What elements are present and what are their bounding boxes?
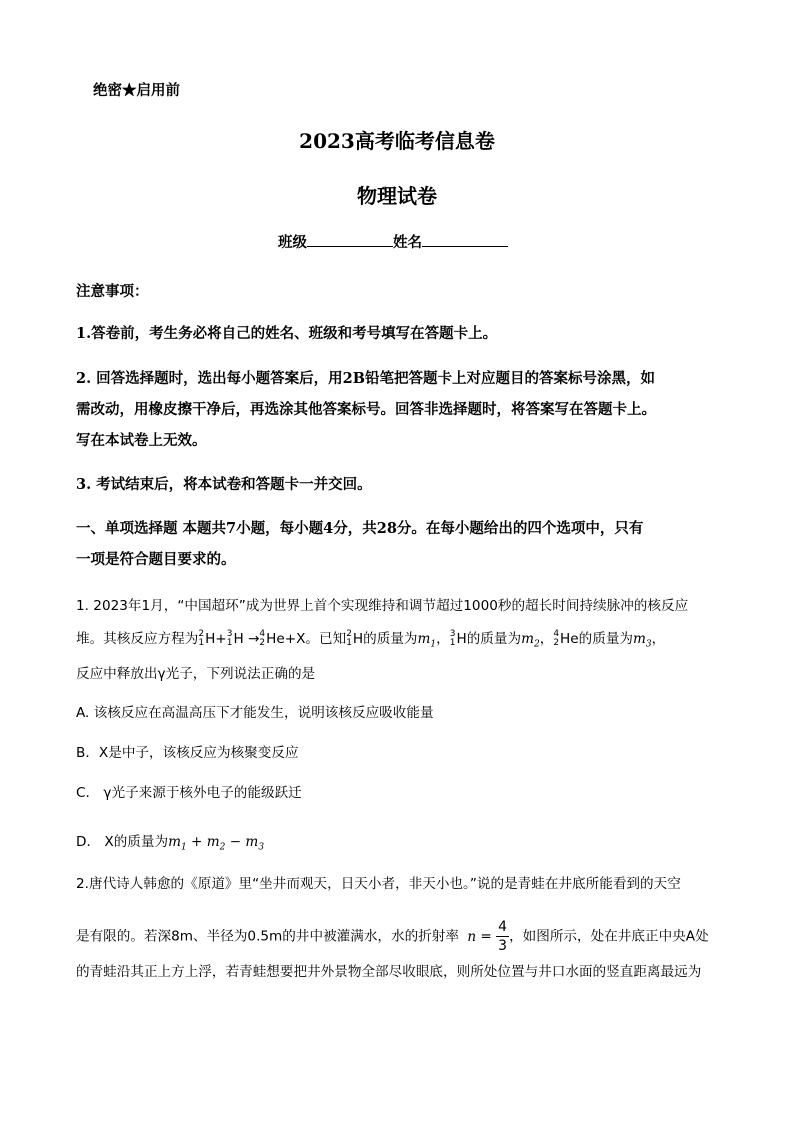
- q1-option-a[interactable]: A. 该核反应在高温高压下才能发生，说明该核反应吸收能量: [76, 705, 434, 721]
- helium-atomic-number: 2: [259, 638, 266, 648]
- q1-option-b[interactable]: B．X是中子，该核反应为核聚变反应: [76, 745, 299, 761]
- fraction-denominator: 3: [498, 938, 508, 954]
- deuterium-mass-number: 2: [346, 629, 352, 639]
- exam-title: 2023高考临考信息卷: [299, 129, 495, 153]
- deuterium-atomic-number: 1: [346, 638, 352, 648]
- q2-text: ，如图所示，处在井底正中央A处: [509, 928, 709, 945]
- q1-text: ，: [651, 631, 666, 647]
- class-name-line: [278, 231, 508, 252]
- q1-text: ，: [539, 631, 554, 647]
- helium-mass-number: 4: [553, 629, 560, 639]
- tritium-atomic-number: 1: [449, 638, 456, 648]
- deuterium-symbol: [346, 630, 353, 648]
- q1-text: H的质量为: [352, 631, 418, 647]
- eq-part: H+: [205, 631, 227, 647]
- name-label: 姓名: [393, 234, 422, 251]
- fraction-4-3: [496, 918, 509, 955]
- q1-line-1: 1. 2023年1月，“中国超环”成为世界上首个实现维持和调节超过1000秒的超长时间持续脉冲的核反应: [76, 598, 689, 614]
- q2-line-1: 2.唐代诗人韩愈的《原道》里“坐井而观天，日天小者，非天小也。”说的是青蛙在井底所能看到的天空: [76, 876, 681, 892]
- q2-line-3: 的青蛙沿其正上方上浮，若青蛙想要把井外景物全部尽收眼底，则所处位置与井口水面的竖直距离最远为: [76, 964, 702, 980]
- q1-option-c[interactable]: C． γ光子来源于核外电子的能级跃迁: [76, 785, 302, 801]
- q2-line-2: [76, 918, 709, 955]
- eq-part: He+X: [266, 631, 306, 647]
- q1-text: He的质量为: [560, 631, 634, 647]
- class-blank[interactable]: [307, 232, 393, 247]
- refractive-index-n: n: [467, 928, 477, 945]
- q1-line-2: [76, 627, 665, 650]
- mass-m2: $m_2$: [521, 631, 540, 650]
- q1-text: 堆。其核反应方程为: [76, 631, 199, 647]
- helium-atomic-number: 2: [553, 638, 560, 648]
- q2-text: 是有限的。若深8m、半径为0.5m的井中被灌满水，水的折射率: [76, 928, 459, 945]
- equals-sign: =: [480, 928, 492, 945]
- q1-text: 。已知: [305, 631, 347, 647]
- notice-item-3: 3. 考试结束后，将本试卷和答题卡一并交回。: [76, 476, 372, 493]
- q1-text: H的质量为: [456, 631, 522, 647]
- deuterium-atomic-number: 1: [198, 638, 205, 648]
- mass-expression: $m_1 + m_2 - m_3$: [168, 834, 265, 853]
- mass-m3: $m_3$: [633, 631, 652, 650]
- tritium-atomic-number: 1: [226, 638, 233, 648]
- helium-mass-number: 4: [259, 629, 266, 639]
- option-d-label: D． X的质量为: [76, 834, 169, 850]
- helium-symbol: [259, 630, 266, 648]
- notice-item-1: 1.答卷前，考生务必将自己的姓名、班级和考号填写在答题卡上。: [76, 325, 498, 342]
- eq-part: H →: [233, 631, 260, 647]
- section-1-heading-line-1: 一、单项选择题 本题共7小题，每小题4分，共28分。在每小题给出的四个选项中，只有: [76, 520, 644, 537]
- q1-option-d[interactable]: [76, 830, 264, 853]
- tritium-symbol: [227, 630, 234, 648]
- helium-symbol: [553, 630, 560, 648]
- section-1-heading-line-2: 一项是符合题目要求的。: [76, 551, 236, 568]
- mass-m1: $m_1$: [417, 631, 437, 650]
- notice-heading: 注意事项：: [76, 283, 149, 300]
- subject-title: 物理试卷: [357, 184, 437, 208]
- notice-item-2-line-1: 2. 回答选择题时，选出每小题答案后，用2B铅笔把答题卡上对应题目的答案标号涂黑，如: [76, 370, 656, 387]
- q1-line-3: 反应中释放出γ光子，下列说法正确的是: [76, 666, 316, 682]
- notice-item-2-line-3: 写在本试卷上无效。: [76, 432, 207, 449]
- confidential-label: 绝密★启用前: [93, 82, 180, 99]
- deuterium-symbol: [198, 630, 205, 648]
- tritium-symbol: [450, 630, 457, 648]
- q1-text: ，: [436, 631, 450, 647]
- tritium-mass-number: 3: [449, 629, 456, 639]
- name-blank[interactable]: [422, 232, 508, 247]
- fraction-numerator: 4: [498, 919, 508, 935]
- tritium-mass-number: 3: [226, 629, 233, 639]
- class-label: 班级: [278, 234, 307, 251]
- deuterium-mass-number: 2: [198, 629, 205, 639]
- notice-item-2-line-2: 需改动，用橡皮擦干净后，再选涂其他答案标号。回答非选择题时，将答案写在答题卡上。: [76, 401, 656, 418]
